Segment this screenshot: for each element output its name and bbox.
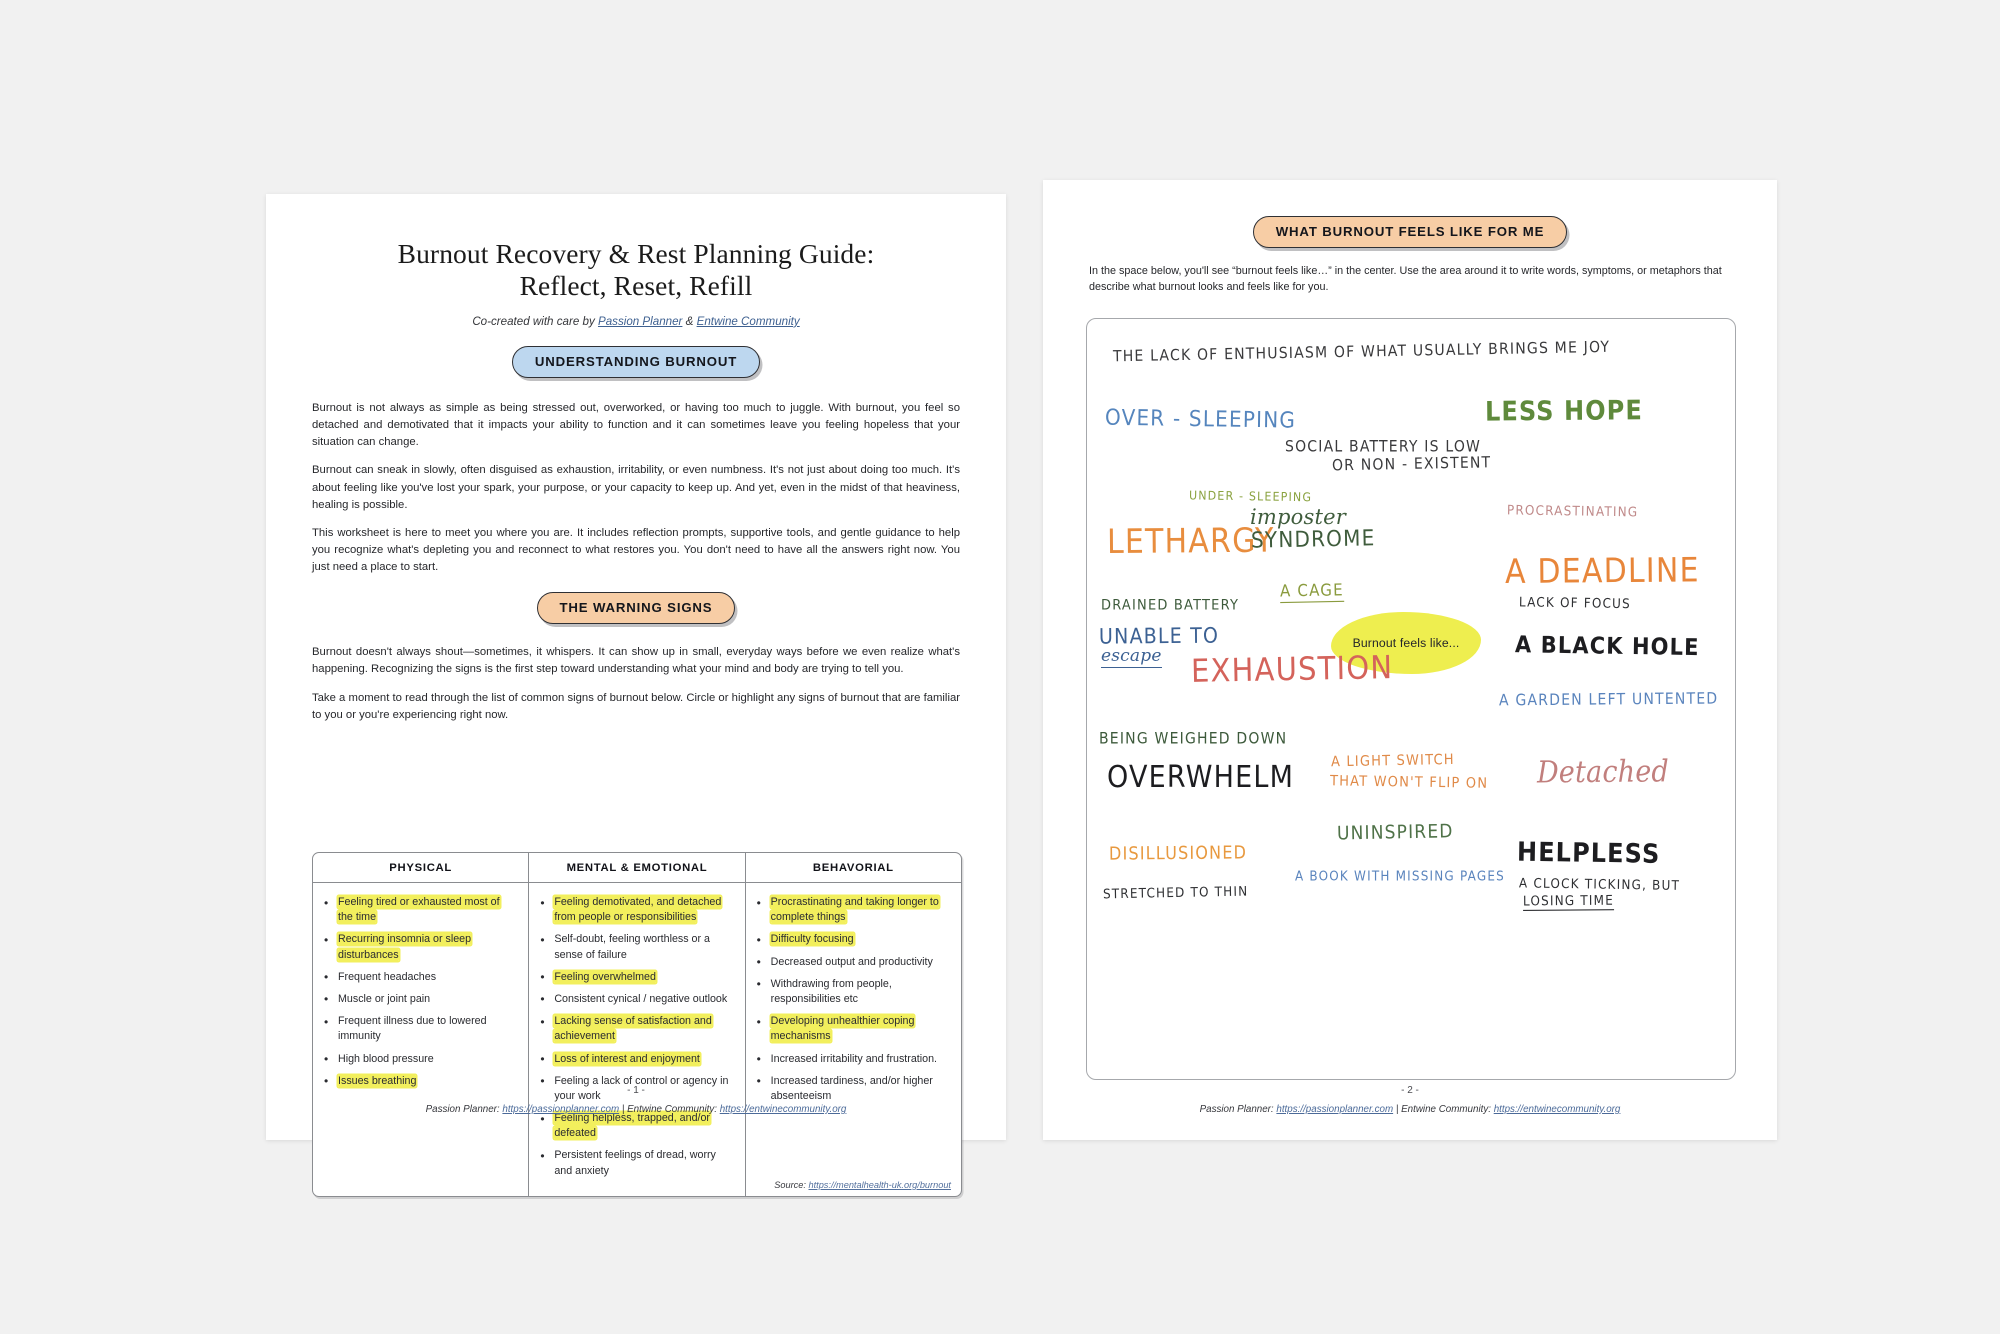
sign-list-item	[756, 955, 949, 970]
sign-list-item	[323, 1052, 516, 1067]
page-2-instructions: In the space below, you'll see “burnout feels like…” in the center. Use the area around it to write words, symptoms, or metaphors that describe what burnout looks and feels like for you.	[1089, 265, 1722, 294]
handwritten-note-text: DRAINED BATTERY	[1101, 597, 1240, 614]
handwritten-note	[1295, 868, 1505, 884]
handwritten-note-text: LACK OF FOCUS	[1518, 594, 1632, 612]
sign-text-highlighted: Feeling helpless, trapped, and/or defeated	[554, 1112, 710, 1140]
byline-prefix: Co-created with care by	[472, 314, 598, 328]
handwritten-note	[1537, 754, 1669, 792]
footer-entwine-label: Entwine Community:	[627, 1103, 720, 1115]
section-header-warning-signs-wrap	[266, 592, 1006, 624]
paragraph: Burnout can sneak in slowly, often disguised as exhaustion, irritability, or even numbness. It's not just about doing too much. It's about feeling like you've lost your spark, your purpose, or your capacity to keep up. And yet, even in the midst of that heaviness, healing is possible.	[312, 464, 960, 511]
footer-passion-label: Passion Planner:	[1199, 1103, 1277, 1115]
sign-text-highlighted: Difficulty focusing	[770, 933, 854, 946]
source-link[interactable]: https://mentalhealth-uk.org/burnout	[808, 1179, 951, 1190]
sign-text-highlighted: Loss of interest and enjoyment	[554, 1052, 700, 1065]
sign-text-highlighted: Developing unhealthier coping mechanisms	[770, 1015, 915, 1043]
link-passion-planner[interactable]: Passion Planner	[597, 314, 683, 328]
handwritten-note	[1189, 488, 1312, 505]
handwritten-note-text: A CAGE	[1280, 580, 1344, 603]
section-header-understanding-burnout-wrap	[266, 346, 1006, 378]
section-header-what-burnout-feels-like: WHAT BURNOUT FEELS LIKE FOR ME	[1253, 216, 1567, 248]
sign-text: Frequent headaches	[338, 970, 437, 983]
handwritten-note-text: OVER - SLEEPING	[1104, 403, 1297, 434]
handwritten-note	[1251, 524, 1376, 553]
signs-column-mental-emotional	[528, 883, 744, 1196]
sign-text: Self-doubt, feeling worthless or a sense of failure	[554, 933, 710, 961]
sign-list-item	[539, 1014, 732, 1044]
sign-list-item	[323, 992, 516, 1007]
column-header-physical: PHYSICAL	[389, 862, 453, 874]
sign-list-item	[756, 932, 949, 947]
handwritten-note-text: UNINSPIRED	[1336, 820, 1454, 845]
handwritten-note-text: BEING WEIGHED DOWN	[1099, 729, 1288, 748]
sign-text: Withdrawing from people, responsibilities etc	[770, 977, 892, 1005]
handwritten-note-text: A BLACK HOLE	[1514, 631, 1700, 661]
footer-passion-link[interactable]: https://passionplanner.com	[502, 1103, 620, 1115]
sign-list-item	[756, 977, 949, 1007]
handwritten-note-text: A GARDEN LEFT UNTENTED	[1498, 690, 1719, 710]
handwritten-note-text: PROCRASTINATING	[1506, 502, 1639, 520]
sign-list-item	[539, 895, 732, 925]
sign-text-highlighted: Recurring insomnia or sleep disturbances	[338, 933, 472, 961]
handwritten-note	[1517, 836, 1661, 870]
document-page-1	[266, 194, 1006, 1190]
sign-list-item	[756, 895, 949, 925]
handwritten-note-text: SYNDROME	[1250, 524, 1376, 554]
handwritten-note	[1523, 892, 1614, 909]
handwritten-note-text: A BOOK WITH MISSING PAGES	[1295, 868, 1505, 884]
handwritten-note	[1485, 395, 1643, 429]
page-2-footer	[1043, 1083, 1777, 1118]
byline	[266, 315, 1006, 328]
sign-list-item	[756, 1014, 949, 1044]
handwritten-note-text: imposter	[1250, 505, 1346, 529]
sign-list-item	[539, 1148, 732, 1178]
signs-column-behavioral	[745, 883, 961, 1196]
byline-amp: &	[682, 314, 697, 328]
footer-separator: |	[619, 1103, 628, 1115]
column-header-behavioral: BEHAVORIAL	[745, 853, 961, 882]
sign-text-highlighted: Procrastinating and taking longer to complete things	[770, 896, 939, 924]
handwritten-note-text: Detached	[1536, 754, 1670, 791]
handwritten-note-text: escape	[1101, 646, 1162, 666]
handwritten-note	[1499, 690, 1719, 711]
signs-list	[756, 895, 949, 1104]
handwritten-note	[1105, 404, 1296, 434]
footer-entwine-link[interactable]: https://entwinecommunity.org	[1493, 1103, 1621, 1115]
footer-passion-link[interactable]: https://passionplanner.com	[1276, 1103, 1394, 1115]
sign-list-item	[539, 932, 732, 962]
sign-text: Consistent cynical / negative outlook	[554, 992, 728, 1005]
warning-paragraphs	[266, 644, 1006, 724]
handwritten-note-text: UNDER - SLEEPING	[1188, 488, 1313, 505]
intro-paragraphs	[266, 400, 1006, 576]
sign-text-highlighted: Lacking sense of satisfaction and achievement	[554, 1015, 712, 1043]
sign-list-item	[756, 1052, 949, 1067]
sign-list-item	[539, 970, 732, 985]
column-header-mental-emotional: MENTAL & EMOTIONAL	[528, 853, 744, 882]
paragraph: Burnout doesn't always shout—sometimes, it whispers. It can show up in small, everyday ways before we even realize what's happening. Recognizing the signs is the first step toward understanding what your mind and body are trying to tell you.	[312, 646, 960, 676]
paragraph: Burnout is not always as simple as being stressed out, overworked, or having too much to juggle. With burnout, you feel so detached and demotivated that it impacts your ability to function and it can sometimes leave you feeling hopeless that your situation can change.	[312, 401, 960, 449]
paragraph: This worksheet is here to meet you where you are. It includes reflection prompts, supportive tools, and gentle guidance to help you recognize what's depleting you and reconnect to what restores you. You don't need to have all the answers right now. You just need a place to start.	[312, 526, 960, 574]
sign-text-highlighted: Issues breathing	[338, 1074, 417, 1087]
sign-list-item	[323, 895, 516, 925]
footer-entwine-link[interactable]: https://entwinecommunity.org	[719, 1103, 847, 1115]
handwritten-note-text: LESS HOPE	[1484, 394, 1644, 428]
handwritten-note	[1519, 875, 1680, 894]
handwritten-note	[1109, 842, 1247, 865]
handwritten-note	[1505, 551, 1700, 594]
page-number: - 2 -	[1401, 1085, 1419, 1097]
paragraph: Take a moment to read through the list of common signs of burnout below. Circle or highlight any signs of burnout that are familiar to you or you're experiencing right now.	[312, 691, 960, 721]
table-source-note	[774, 1180, 951, 1190]
sign-text: Decreased output and productivity	[770, 955, 933, 968]
document-page-2	[1043, 180, 1777, 1140]
sign-text: High blood pressure	[338, 1052, 434, 1065]
section-header-what-burnout-feels-like-wrap	[1043, 180, 1777, 248]
sign-text-highlighted: Feeling demotivated, and detached from people or responsibilities	[554, 896, 722, 924]
handwritten-note-text: STRETCHED TO THIN	[1102, 883, 1249, 902]
footer-passion-label: Passion Planner:	[425, 1103, 503, 1115]
handwritten-note-text: EXHAUSTION	[1190, 648, 1394, 690]
handwritten-note	[1507, 502, 1639, 520]
sign-list-item	[323, 932, 516, 962]
sign-text: Muscle or joint pain	[338, 992, 431, 1005]
sign-text: Feeling a lack of control or agency in your work	[554, 1074, 729, 1102]
page-number: - 1 -	[627, 1085, 645, 1097]
section-header-warning-signs: THE WARNING SIGNS	[537, 592, 736, 624]
title-line-2: Reflect, Reset, Refill	[519, 270, 753, 302]
sign-text: Increased tardiness, and/or higher absenteeism	[770, 1074, 933, 1102]
handwritten-note	[1101, 646, 1162, 667]
sign-text: Frequent illness due to lowered immunity	[338, 1015, 487, 1043]
sign-text: Increased irritability and frustration.	[770, 1052, 937, 1065]
signs-list	[323, 895, 516, 1089]
center-prompt-text: Burnout feels like...	[1352, 636, 1460, 650]
handwritten-note-text: UNABLE TO	[1098, 623, 1220, 650]
handwritten-note	[1103, 883, 1249, 902]
handwritten-note	[1337, 821, 1454, 846]
page-title	[266, 194, 1006, 303]
handwritten-note-text: LETHARGY	[1106, 521, 1275, 563]
handwritten-note-text: THAT WON'T FLIP ON	[1329, 773, 1489, 793]
handwritten-note-text: A LIGHT SWITCH	[1330, 751, 1455, 771]
signs-table	[312, 852, 962, 1197]
burnout-notes-canvas[interactable]	[1086, 318, 1736, 1080]
sign-text-highlighted: Feeling tired or exhausted most of the time	[338, 896, 500, 924]
sign-list-item	[539, 1052, 732, 1067]
handwritten-note-text: OVERWHELM	[1107, 760, 1295, 795]
handwritten-note	[1331, 752, 1455, 772]
sign-list-item	[539, 992, 732, 1007]
handwritten-note	[1191, 648, 1394, 691]
signs-table-header-row	[313, 853, 961, 883]
signs-column-physical	[313, 883, 528, 1196]
signs-list	[539, 895, 732, 1179]
handwritten-note-text: OR NON - EXISTENT	[1331, 454, 1492, 475]
handwritten-note-text: SOCIAL BATTERY IS LOW	[1285, 437, 1482, 456]
signs-table-body	[313, 883, 961, 1196]
link-entwine-community[interactable]: Entwine Community	[696, 314, 800, 328]
footer-separator: |	[1393, 1103, 1402, 1115]
handwritten-note	[1280, 580, 1344, 601]
page-1-footer	[266, 1083, 1006, 1118]
handwritten-note	[1101, 597, 1239, 615]
handwritten-note-text: DISILLUSIONED	[1108, 841, 1248, 865]
handwritten-note	[1519, 594, 1631, 612]
handwritten-note	[1113, 339, 1611, 367]
sign-list-item	[323, 970, 516, 985]
handwritten-note-text: HELPLESS	[1516, 836, 1661, 870]
handwritten-note-text: A CLOCK TICKING, BUT	[1518, 875, 1681, 894]
handwritten-note	[1332, 454, 1492, 476]
handwritten-note	[1099, 730, 1287, 749]
handwritten-note-text: LOSING TIME	[1523, 892, 1614, 911]
section-header-understanding-burnout: UNDERSTANDING BURNOUT	[512, 346, 760, 378]
footer-entwine-label: Entwine Community:	[1401, 1103, 1494, 1115]
handwritten-note	[1330, 773, 1488, 793]
title-line-1: Burnout Recovery & Rest Planning Guide:	[397, 238, 875, 269]
handwritten-note-text: THE LACK OF ENTHUSIASM OF WHAT USUALLY BRINGS ME JOY	[1112, 338, 1611, 366]
handwritten-note	[1107, 760, 1294, 797]
source-label: Source:	[774, 1179, 809, 1190]
handwritten-note	[1515, 631, 1700, 662]
sign-list-item	[323, 1014, 516, 1044]
handwritten-note-text: A DEADLINE	[1504, 551, 1700, 593]
sign-text-highlighted: Feeling overwhelmed	[554, 970, 656, 983]
sign-text: Persistent feelings of dread, worry and anxiety	[554, 1149, 716, 1177]
